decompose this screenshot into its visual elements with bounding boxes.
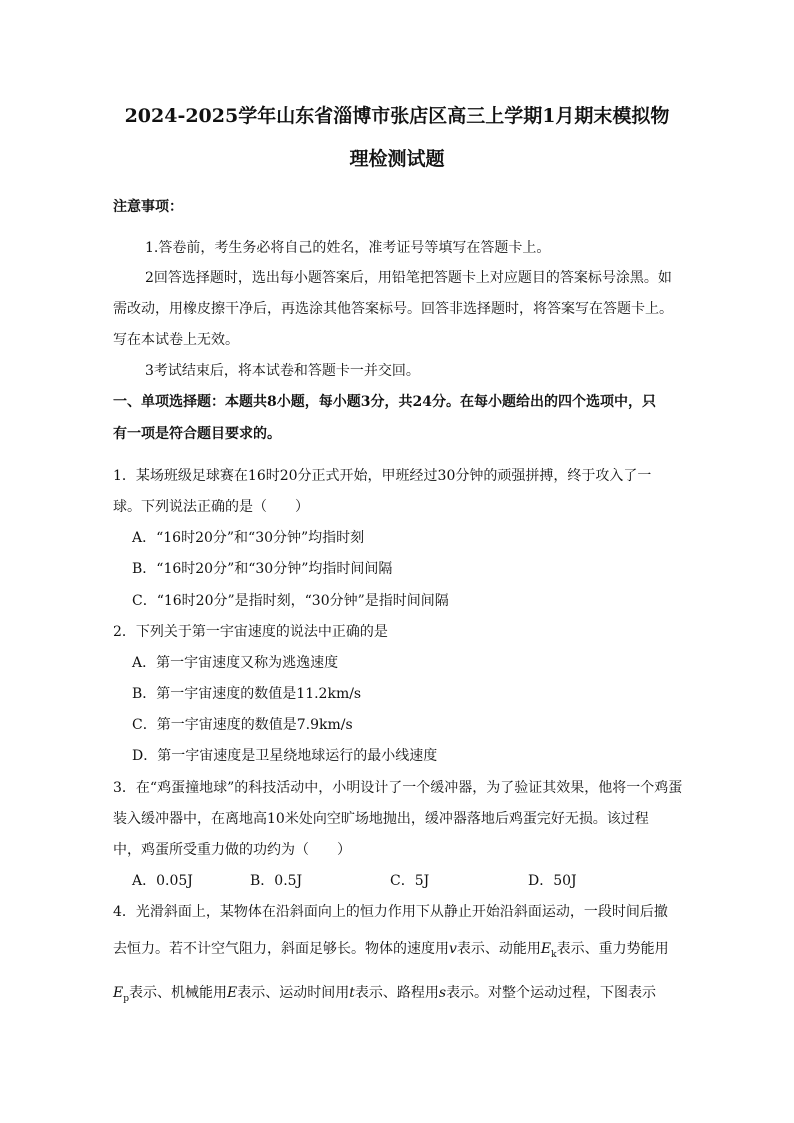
exam-title-line2: 理检测试题 xyxy=(349,148,445,170)
potential-energy-subscript: p xyxy=(123,993,129,1004)
time-symbol: t xyxy=(349,985,355,1001)
q1-option-c: C．“16时20分”是指时刻，“30分钟”是指时间间隔 xyxy=(132,593,449,609)
section-1-heading-line2: 有一项是符合题目要求的。 xyxy=(113,426,281,442)
q4-stem-line2 xyxy=(113,939,794,965)
kinetic-energy-subscript: k xyxy=(551,949,557,960)
q3-option-b: B．0.5J xyxy=(250,873,303,889)
notice-heading: 注意事项： xyxy=(113,199,183,215)
distance-symbol: s xyxy=(438,985,447,1001)
q3-stem-line3: 中，鸡蛋所受重力做的功约为（ ） xyxy=(113,842,351,858)
q2-option-d: D．第一宇宙速度是卫星绕地球运行的最小线速度 xyxy=(132,748,438,764)
q3-option-d: D．50J xyxy=(528,873,577,889)
q3-stem-line1: 3．在“鸡蛋撞地球”的科技活动中，小明设计了一个缓冲器，为了验证其效果，他将一个鸡蛋 xyxy=(113,780,683,796)
q3-stem-line2: 装入缓冲器中，在离地高10米处向空旷场地抛出，缓冲器落地后鸡蛋完好无损。该过程 xyxy=(113,811,649,827)
notice-item-2-line3: 写在本试卷上无效。 xyxy=(113,332,239,348)
velocity-symbol: v xyxy=(449,941,457,957)
q2-option-c: C．第一宇宙速度的数值是7.9km/s xyxy=(132,717,353,733)
kinetic-energy-symbol: E xyxy=(540,941,552,957)
q3-option-a: A．0.05J xyxy=(132,873,193,889)
q1-stem-line2: 球。下列说法正确的是（ ） xyxy=(113,499,309,515)
q2-option-b: B．第一宇宙速度的数值是11.2km/s xyxy=(132,686,362,702)
q2-stem: 2．下列关于第一宇宙速度的说法中正确的是 xyxy=(113,624,388,640)
exam-title-line1: 2024-2025学年山东省淄博市张店区高三上学期1月期末模拟物 xyxy=(124,105,670,127)
q4-text: 表示、重力势能用 xyxy=(556,941,669,957)
q4-text: 表示。对整个运动过程，下图表示 xyxy=(446,985,657,1001)
q4-text: 表示、动能用 xyxy=(456,941,541,957)
mechanical-energy-symbol: E xyxy=(227,985,238,1001)
q3-option-c: C．5J xyxy=(390,873,430,889)
notice-item-2-line1: 2回答选择题时，选出每小题答案后，用铅笔把答题卡上对应题目的答案标号涂黑。如 xyxy=(145,270,672,286)
q4-text: 表示、运动时间用 xyxy=(237,985,350,1001)
q1-stem-line1: 1．某场班级足球赛在16时20分正式开始，甲班经过30分钟的顽强拼搏，终于攻入了一 xyxy=(113,468,652,484)
potential-energy-symbol: E xyxy=(113,985,124,1001)
q4-stem-line3 xyxy=(113,983,794,1009)
section-1-heading-line1: 一、单项选择题：本题共8小题，每小题3分，共24分。在每小题给出的四个选项中，只 xyxy=(113,394,656,410)
q1-option-b: B．“16时20分”和“30分钟”均指时间间隔 xyxy=(132,561,393,577)
notice-item-1: 1.答卷前，考生务必将自己的姓名，准考证号等填写在答题卡上。 xyxy=(145,240,551,256)
notice-item-2-line2: 需改动，用橡皮擦干净后，再选涂其他答案标号。回答非选择题时，将答案写在答题卡上。 xyxy=(113,301,673,317)
q2-option-a: A．第一宇宙速度又称为逃逸速度 xyxy=(132,655,339,671)
q4-text: 表示、机械能用 xyxy=(129,985,227,1001)
q4-text: 表示、路程用 xyxy=(354,985,439,1001)
q4-text: 去恒力。若不计空气阻力，斜面足够长。物体的速度用 xyxy=(113,941,449,957)
q4-stem-line1: 4．光滑斜面上，某物体在沿斜面向上的恒力作用下从静止开始沿斜面运动，一段时间后撤 xyxy=(113,904,668,920)
notice-item-3: 3考试结束后，将本试卷和答题卡一并交回。 xyxy=(145,363,420,379)
q1-option-a: A．“16时20分”和“30分钟”均指时刻 xyxy=(132,530,365,546)
